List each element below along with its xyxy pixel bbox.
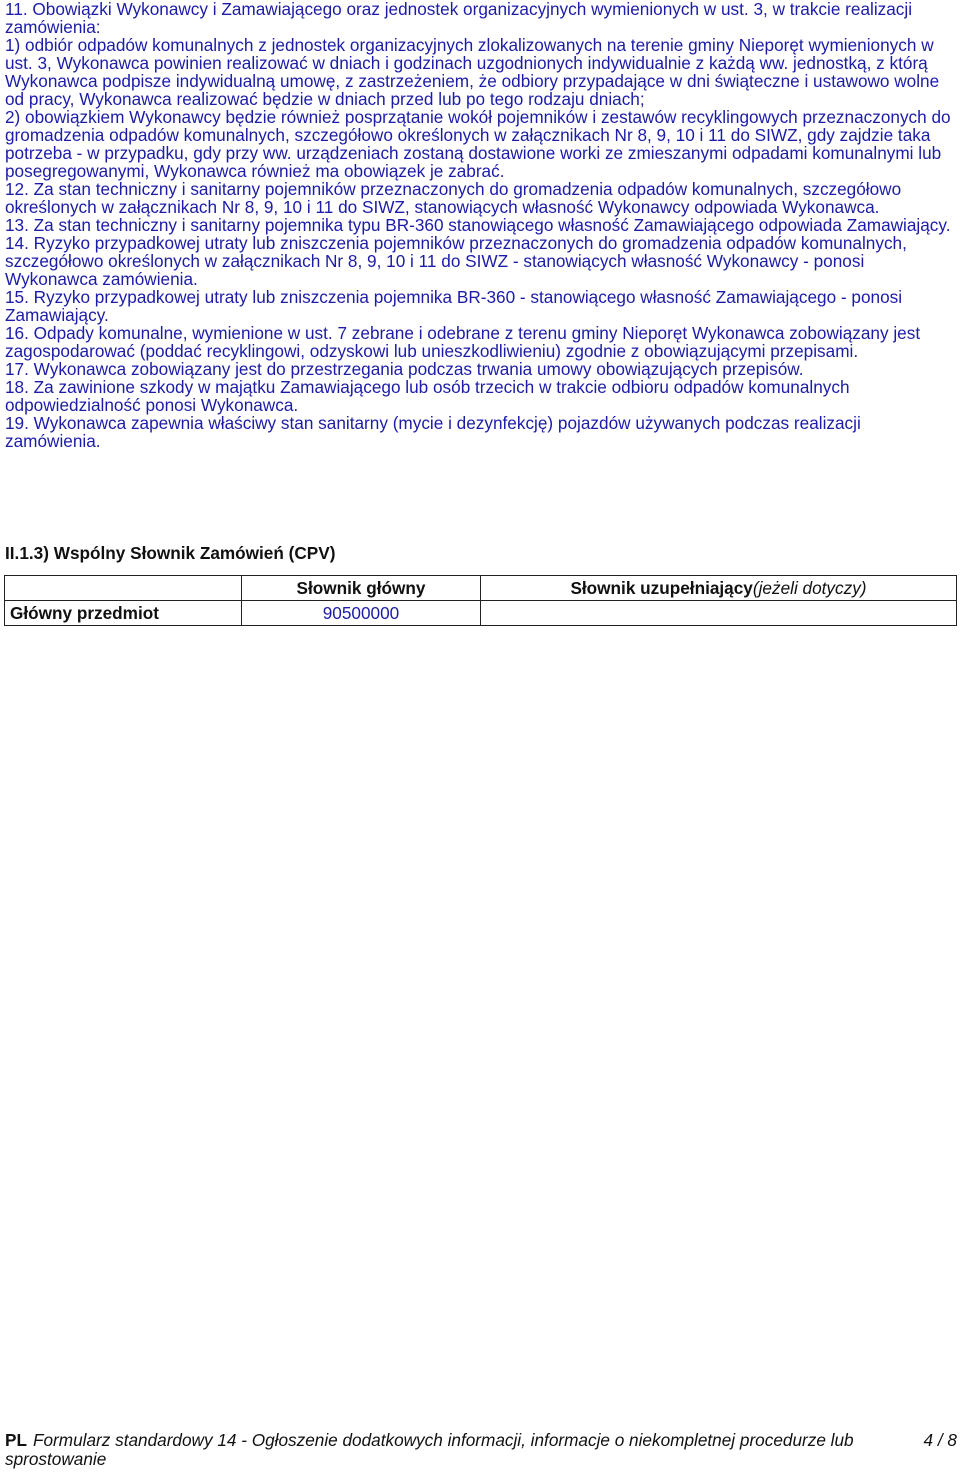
paragraph-11-2: 2) obowiązkiem Wykonawcy będzie również posprzątanie wokół pojemników i zestawów recyklingowych przeznaczonych do gromadzenia odpadów komunalnych, szczegółowo określonych w załącznikach Nr 8, 9, 10 i 11 do SIWZ, gdy zajdzie taka potrzeba - w przypadku, gdy przy ww. urządzeniach zostaną dostawione worki ze zmieszanymi odpadami komunalnymi lub posegregowanymi, Wykonawca również ma obowiązek je zabrać. <box>5 107 951 181</box>
paragraph-17: 17. Wykonawca zobowiązany jest do przestrzegania podczas trwania umowy obowiązujących przepisów. <box>5 359 804 379</box>
footer-page-number: 4 / 8 <box>923 1430 957 1450</box>
paragraph-16: 16. Odpady komunalne, wymienione w ust. 7 zebrane i odebrane z terenu gminy Nieporęt Wykonawca zobowiązany jest zagospodarować (poddać recyklingowi, odzyskowi lub unieszkodliwieniu) zgodnie z obowiązującymi przepisami. <box>5 323 921 361</box>
paragraph-18: 18. Za zawinione szkody w majątku Zamawiającego lub osób trzecich w trakcie odbioru odpadów komunalnych odpowiedzialność ponosi Wykonawca. <box>5 377 850 415</box>
paragraph-15: 15. Ryzyko przypadkowej utraty lub zniszczenia pojemnika BR-360 - stanowiącego własność Zamawiającego - ponosi Zamawiający. <box>5 287 903 325</box>
cpv-header-supplementary-dictionary <box>481 576 957 601</box>
cpv-main-code: 90500000 <box>242 601 481 626</box>
cpv-header-supp-label: Słownik uzupełniający <box>570 577 753 598</box>
cpv-table <box>4 575 957 626</box>
cpv-table-row <box>5 601 957 626</box>
cpv-header-supp-note: (jeżeli dotyczy) <box>752 577 867 598</box>
paragraph-12: 12. Za stan techniczny i sanitarny pojemników przeznaczonych do gromadzenia odpadów komunalnych, szczegółowo określonych w załącznikach Nr 8, 9, 10 i 11 do SIWZ, stanowiących własność Wykonawcy odpowiada Wykonawca. <box>5 179 902 217</box>
paragraph-11: 11. Obowiązki Wykonawcy i Zamawiającego oraz jednostek organizacyjnych wymienionych w ust. 3, w trakcie realizacji zamówienia: <box>5 0 913 37</box>
cpv-section-heading: II.1.3) Wspólny Słownik Zamówień (CPV) <box>5 543 336 563</box>
document-body <box>5 0 957 450</box>
footer-left <box>5 1431 875 1469</box>
cpv-header-main-dictionary: Słownik główny <box>242 576 481 601</box>
paragraph-19: 19. Wykonawca zapewnia właściwy stan sanitarny (mycie i dezynfekcję) pojazdów używanych podczas realizacji zamówienia. <box>5 413 861 451</box>
footer-language: PL <box>5 1430 27 1450</box>
page-footer <box>5 1431 957 1469</box>
footer-form-name: Formularz standardowy 14 - Ogłoszenie dodatkowych informacji, informacje o niekompletnej procedurze lub sprostowanie <box>5 1430 854 1469</box>
body-text <box>5 0 957 450</box>
cpv-supp-code <box>481 601 957 626</box>
paragraph-14: 14. Ryzyko przypadkowej utraty lub zniszczenia pojemników przeznaczonych do gromadzenia odpadów komunalnych, szczegółowo określonych w załącznikach Nr 8, 9, 10 i 11 do SIWZ - stanowiących własność Wykonawcy - ponosi Wykonawca zamówienia. <box>5 233 907 289</box>
cpv-table-header-row <box>5 576 957 601</box>
paragraph-13: 13. Za stan techniczny i sanitarny pojemnika typu BR-360 stanowiącego własność Zamawiającego odpowiada Zamawiający. <box>5 215 951 235</box>
cpv-row-label: Główny przedmiot <box>5 601 242 626</box>
paragraph-11-1: 1) odbiór odpadów komunalnych z jednostek organizacyjnych zlokalizowanych na terenie gminy Nieporęt wymienionych w ust. 3, Wykonawca powinien realizować w dniach i godzinach uzgodnionych indywidualnie z każdą ww. jednostką, z którą Wykonawca podpisze indywidualną umowę, z zastrzeżeniem, że odbiory przypadające w dni świąteczne i ustawowo wolne od pracy, Wykonawca realizować będzie w dniach przed lub po tego rodzaju dniach; <box>5 35 940 109</box>
cpv-header-empty-cell <box>5 576 242 601</box>
